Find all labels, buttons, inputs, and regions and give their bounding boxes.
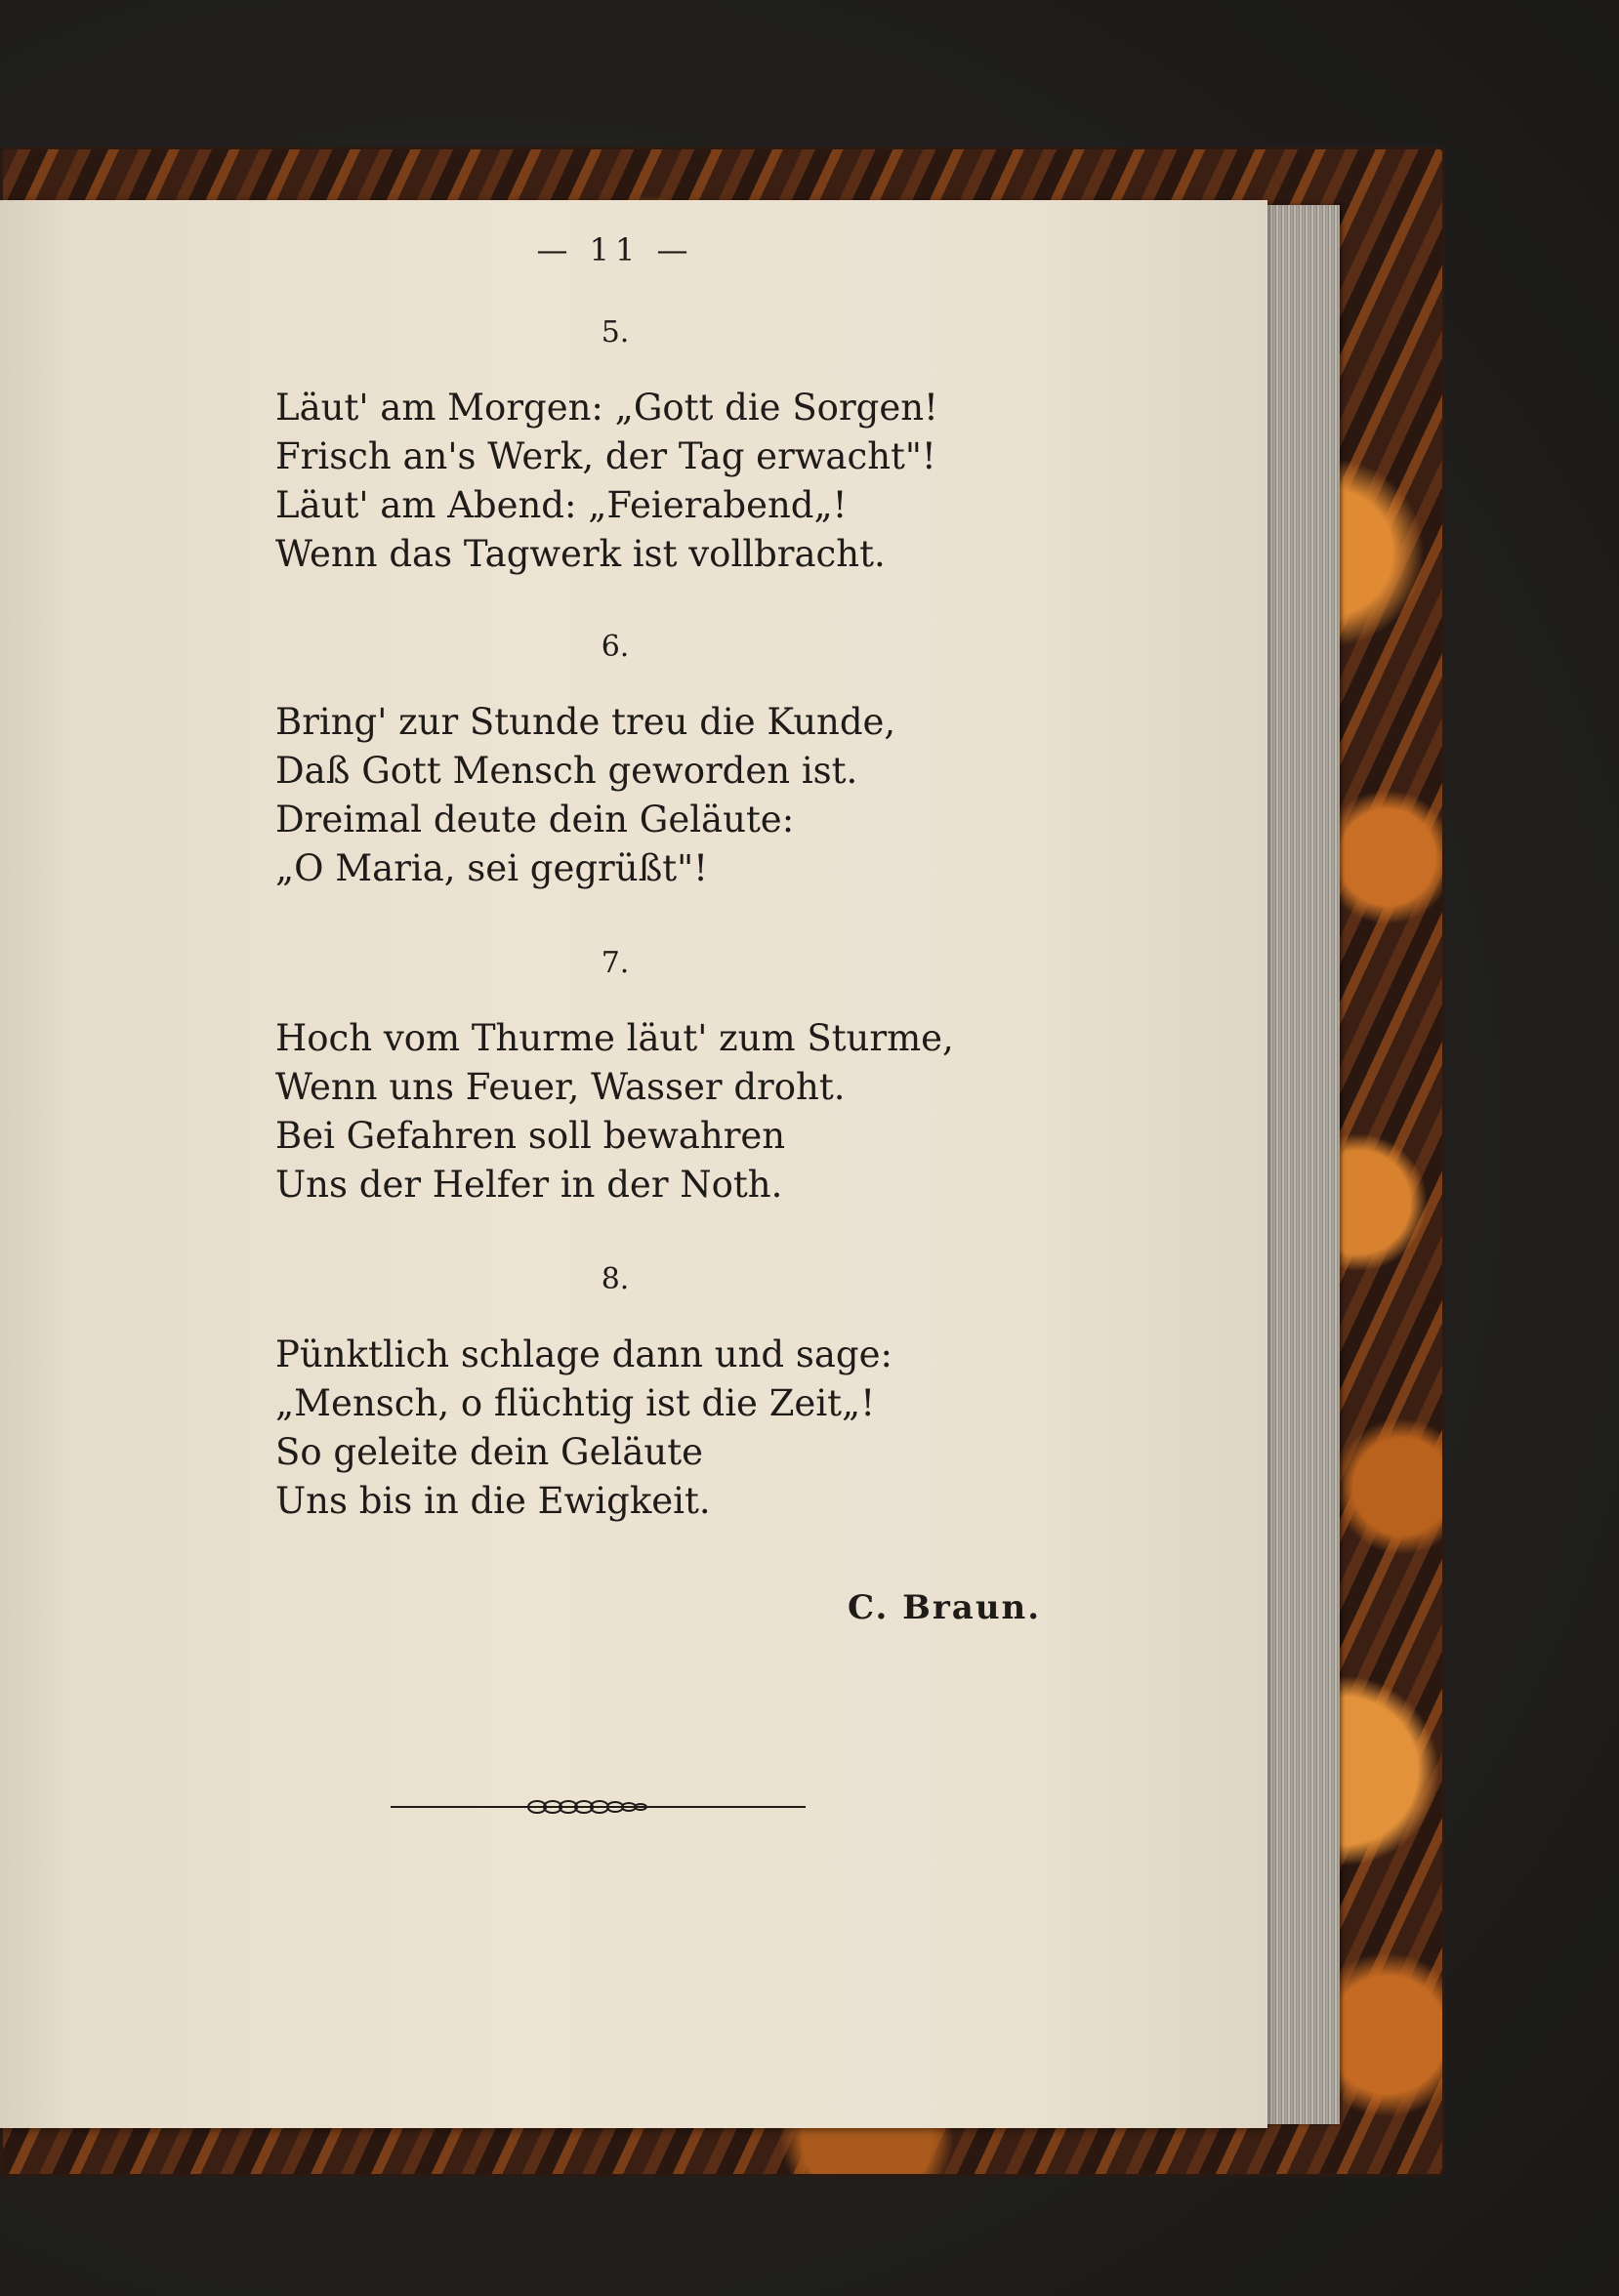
verse-line: Wenn das Tagwerk ist vollbracht. xyxy=(275,533,886,575)
author-signature: C. Braun. xyxy=(848,1588,1042,1627)
page-edges xyxy=(1262,205,1340,2124)
verse-line: Läut' am Abend: „Feierabend„! xyxy=(275,484,848,526)
verse-line: „O Maria, sei gegrüßt"! xyxy=(275,847,709,889)
verse-line: Uns bis in die Ewigkeit. xyxy=(275,1480,711,1522)
verse-line: Bei Gefahren soll bewahren xyxy=(275,1115,786,1157)
verse-line: Wenn uns Feuer, Wasser droht. xyxy=(275,1066,846,1108)
stanza xyxy=(275,1331,1154,1526)
stanza-number: 5. xyxy=(601,315,630,349)
stanza-number: 7. xyxy=(601,946,630,980)
verse-line: Frisch an's Werk, der Tag erwacht"! xyxy=(275,435,936,477)
verse-line: Pünktlich schlage dann und sage: xyxy=(275,1333,893,1375)
book-page xyxy=(0,200,1267,2128)
verse-line: Hoch vom Thurme läut' zum Sturme, xyxy=(275,1017,954,1059)
ornament-divider xyxy=(391,1795,806,1819)
stanza-number: 8. xyxy=(601,1262,630,1296)
stanza xyxy=(275,1014,1154,1210)
verse-line: Uns der Helfer in der Noth. xyxy=(275,1164,783,1206)
page-content xyxy=(0,200,1267,2128)
stanza xyxy=(275,384,1154,579)
verse-line: „Mensch, o flüchtig ist die Zeit„! xyxy=(275,1382,876,1424)
verse-line: Bring' zur Stunde treu die Kunde, xyxy=(275,701,896,743)
verse-line: Läut' am Morgen: „Gott die Sorgen! xyxy=(275,387,938,429)
stanza xyxy=(275,698,1154,893)
verse-line: Dreimal deute dein Geläute: xyxy=(275,799,795,840)
stanza-number: 6. xyxy=(601,630,630,664)
verse-line: Daß Gott Mensch geworden ist. xyxy=(275,750,858,792)
page-number: — 11 — xyxy=(536,231,694,268)
verse-line: So geleite dein Geläute xyxy=(275,1431,704,1473)
